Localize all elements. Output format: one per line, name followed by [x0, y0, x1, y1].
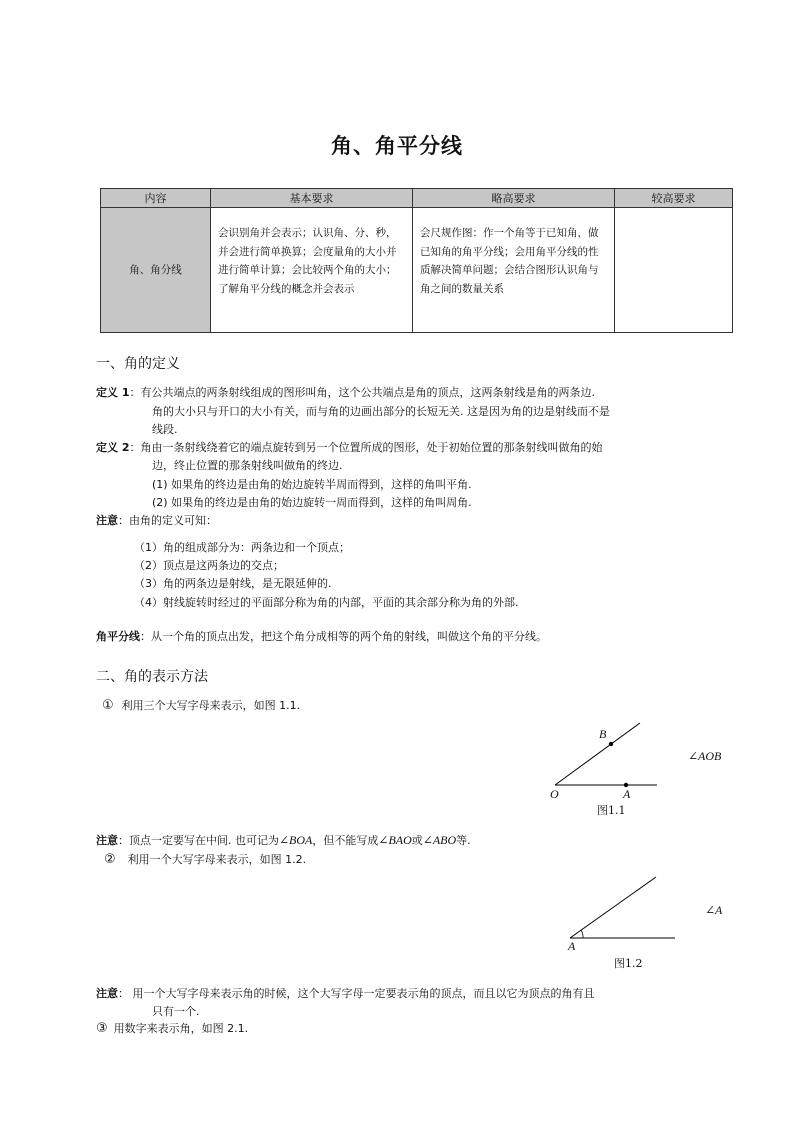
def2-line2: 边，终止位置的那条射线叫做角的终边. [152, 459, 343, 472]
def1-line2: 角的大小只与开口的大小有关，而与角的边画出部分的长短无关. 这是因为角的边是射线而不是 [152, 405, 610, 418]
note2-label: 注意 [96, 987, 118, 1000]
point-b [609, 742, 613, 746]
method-2-number: ② [104, 852, 116, 867]
header-higher: 较高要求 [615, 189, 733, 208]
note-item-3: （3）角的两条边是射线，是无限延伸的. [134, 577, 332, 590]
note-label: 注意 [96, 514, 118, 527]
header-advanced: 略高要求 [413, 189, 615, 208]
cell-basic: 会识别角并会表示；认识角、分、秒，并会进行简单换算；会度量角的大小并进行简单计算；会比较两个角的大小；了解角平分线的概念并会表示 [211, 208, 413, 333]
note-item-1: （1）角的组成部分为：两条边和一个顶点； [134, 541, 350, 554]
note1-text-c: 或 [411, 834, 423, 847]
note1-text-b: ，但不能写成 [312, 834, 379, 847]
def2-label: 定义 2 [96, 441, 130, 454]
note1-label: 注意 [96, 834, 118, 847]
note1-text-d: 等. [456, 834, 471, 847]
method-3-text: 用数字来表示角，如图 2.1. [113, 1022, 249, 1035]
label-a-fig2: A [568, 939, 576, 953]
method-1-text: 利用三个大写字母来表示，如图 1.1. [121, 699, 301, 712]
angle-abo: ∠ABO [422, 833, 457, 847]
def2-sub1: (1) 如果角的终边是由角的始边旋转半周而得到，这样的角叫平角. [152, 478, 472, 491]
figure-1-1-caption: 图1.1 [597, 804, 626, 817]
angle-aob-symbol: ∠AOB [688, 749, 722, 763]
def2-text: ：角由一条射线绕着它的端点旋转到另一个位置所成的图形，处于初始位置的那条射线叫做角的始 [129, 441, 603, 454]
angle-a-symbol: ∠A [705, 903, 723, 917]
def2-sub2: (2) 如果角的终边是由角的始边旋转一周而得到，这样的角叫周角. [152, 496, 472, 509]
section2-heading: 二、角的表示方法 [96, 669, 208, 685]
angle-bao: ∠BAO [378, 833, 412, 847]
def1-text: ：有公共端点的两条射线组成的图形叫角，这个公共端点是角的顶点，这两条射线是角的两条边. [129, 386, 595, 399]
label-b: B [599, 727, 607, 741]
note-2 [96, 985, 595, 1001]
method-3 [96, 1020, 248, 1036]
method-2-text: 利用一个大写字母来表示，如图 1.2. [127, 853, 307, 866]
section1-heading: 一、角的定义 [96, 356, 180, 372]
cell-category: 角、角分线 [101, 208, 211, 333]
method-1-number: ① [102, 698, 114, 713]
method-3-number: ③ [96, 1021, 108, 1036]
bisector-label: 角平分线 [96, 630, 140, 643]
note-text: ：由角的定义可知： [118, 514, 217, 527]
header-basic: 基本要求 [211, 189, 413, 208]
note-item-4: （4）射线旋转时经过的平面部分称为角的内部，平面的其余部分称为角的外部. [134, 596, 519, 609]
note2-line2: 只有一个. [152, 1005, 200, 1018]
ray-ob [555, 723, 640, 785]
def1-label: 定义 1 [96, 386, 130, 399]
method-2 [104, 851, 306, 867]
angle-boa: ∠BOA [279, 833, 313, 847]
cell-advanced: 会尺规作图：作一个角等于已知角，做已知角的角平分线；会用角平分线的性质解决简单问题；会结合图形认识角与角之间的数量关系 [413, 208, 615, 333]
header-content: 内容 [101, 189, 211, 208]
note-1 [96, 832, 471, 848]
label-o: O [550, 787, 559, 801]
note1-text-a: ：顶点一定要写在中间. 也可记为 [118, 834, 279, 847]
bisector-text: ：从一个角的顶点出发，把这个角分成相等的两个角的射线，叫做这个角的平分线。 [140, 630, 547, 643]
ray-slanted [570, 877, 656, 938]
def1-line3: 线段. [152, 423, 178, 436]
label-a: A [623, 787, 631, 801]
page-title: 角、角平分线 [331, 134, 463, 158]
note2-text: ： 用一个大写字母来表示角的时候，这个大写字母一定要表示角的顶点，而且以它为顶点的角有且 [118, 987, 595, 1000]
figure-1-2-caption: 图1.2 [614, 957, 643, 970]
angle-arc [581, 930, 583, 938]
note-item-2: （2）顶点是这两条边的交点； [134, 559, 284, 572]
